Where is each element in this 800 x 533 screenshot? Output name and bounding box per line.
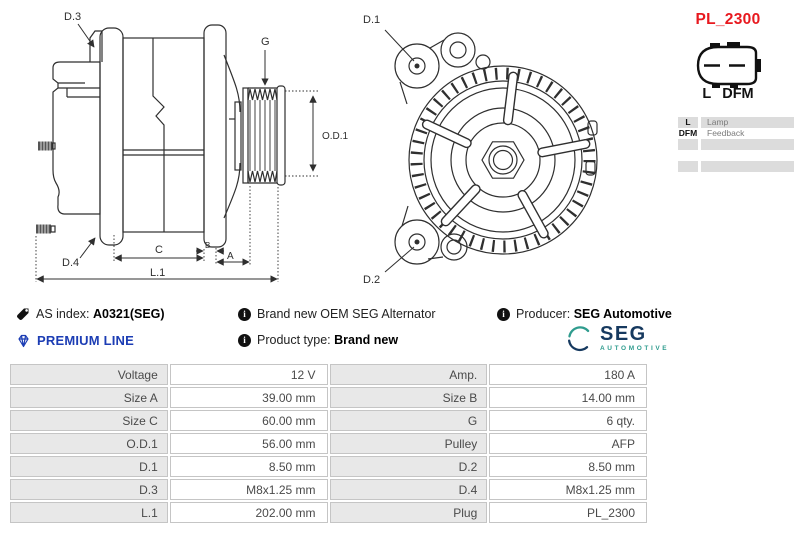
pin-row [678,161,794,172]
pin-row [678,117,794,128]
pin-label-dfm: DFM [722,86,754,102]
spec-value-cell: 12 V [170,364,328,385]
spec-value-cell: 60.00 mm [170,410,328,431]
spec-label-cell: Pulley [330,433,488,454]
table-row [10,387,647,408]
spec-value-cell: 202.00 mm [170,502,328,523]
pin-name: DFM [678,128,698,138]
spec-value-cell: 6 qty. [489,410,647,431]
plug-code: PL_2300 [695,11,761,28]
spec-label-cell: Amp. [330,364,488,385]
dim-label-l1: L.1 [150,267,166,279]
pin-row [678,128,794,139]
spec-value-cell: 8.50 mm [170,456,328,477]
pin-name [678,150,698,161]
table-row [10,433,647,454]
pin-desc [701,161,794,172]
spec-label-cell: Voltage [10,364,168,385]
spec-value-cell: M8x1.25 mm [170,479,328,500]
premium-line-badge [16,333,134,348]
pin-desc: Lamp [701,117,794,128]
spec-label-cell: Size B [330,387,488,408]
stud-bottom-icon [36,225,55,234]
producer-label: Producer: [516,307,571,321]
alternator-diagrams [0,0,660,300]
spec-label-cell: D.2 [330,456,488,477]
pin-label-l: L [702,86,712,102]
spec-label-cell: Size A [10,387,168,408]
table-row [10,410,647,431]
table-row [10,364,647,385]
pin-row [678,139,794,150]
info-icon: i [238,308,251,321]
front-view-diagram [363,14,597,286]
pin-description-table [678,117,794,172]
table-row [10,479,647,500]
as-index-value: A0321(SEG) [93,307,165,321]
spec-label-cell: L.1 [10,502,168,523]
spec-value-cell: 39.00 mm [170,387,328,408]
spec-label-cell: Size C [10,410,168,431]
spec-value-cell: AFP [489,433,647,454]
brand-note-text: Brand new OEM SEG Alternator [257,307,436,321]
info-icon: i [497,308,510,321]
brand-note [238,307,436,321]
pin-desc [701,139,794,150]
premium-line-label: PREMIUM LINE [37,333,135,348]
seg-logo-name: SEG [600,323,647,345]
dim-label-d3: D.3 [64,11,82,23]
pin-row [678,150,794,161]
seg-automotive-logo [566,324,669,353]
dim-label-d1: D.1 [363,14,381,26]
dim-label-g: G [261,36,270,48]
spec-value-cell: PL_2300 [489,502,647,523]
spec-value-cell: 180 A [489,364,647,385]
spec-label-cell: D.4 [330,479,488,500]
table-row [10,502,647,523]
tag-icon [16,307,30,321]
spec-label-cell: Plug [330,502,488,523]
side-view-diagram [36,11,349,282]
dim-label-d4: D.4 [62,257,80,269]
pin-desc [701,150,794,161]
producer [497,307,672,321]
spec-value-cell: M8x1.25 mm [489,479,647,500]
product-type-label: Product type: [257,333,331,347]
product-type [238,333,398,347]
as-index [16,307,165,321]
pin-name: L [678,117,698,128]
plug-connector-icon [691,42,765,89]
spec-value-cell: 8.50 mm [489,456,647,477]
seg-logo-sub: AUTOMOTIVE [600,345,670,352]
spec-value-cell: 14.00 mm [489,387,647,408]
dim-label-c: C [155,244,163,256]
spec-label-cell: D.1 [10,456,168,477]
spec-label-cell: O.D.1 [10,433,168,454]
producer-value: SEG Automotive [573,307,672,321]
dim-label-d2: D.2 [363,274,381,286]
spec-label-cell: D.3 [10,479,168,500]
seg-circle-icon [566,325,593,352]
dim-label-od1: O.D.1 [322,131,349,142]
pin-name [678,161,698,172]
info-icon: i [238,334,251,347]
spec-value-cell: 56.00 mm [170,433,328,454]
spec-label-cell: G [330,410,488,431]
dim-label-a: A [227,251,234,262]
dim-label-b: B [205,241,211,250]
spec-table [8,362,649,525]
as-index-label: AS index: [36,307,90,321]
table-row [10,456,647,477]
pin-name [678,139,698,150]
pin-desc: Feedback [707,128,745,138]
gem-icon [16,334,31,348]
plug-pin-labels [691,86,765,102]
product-type-value: Brand new [334,333,399,347]
